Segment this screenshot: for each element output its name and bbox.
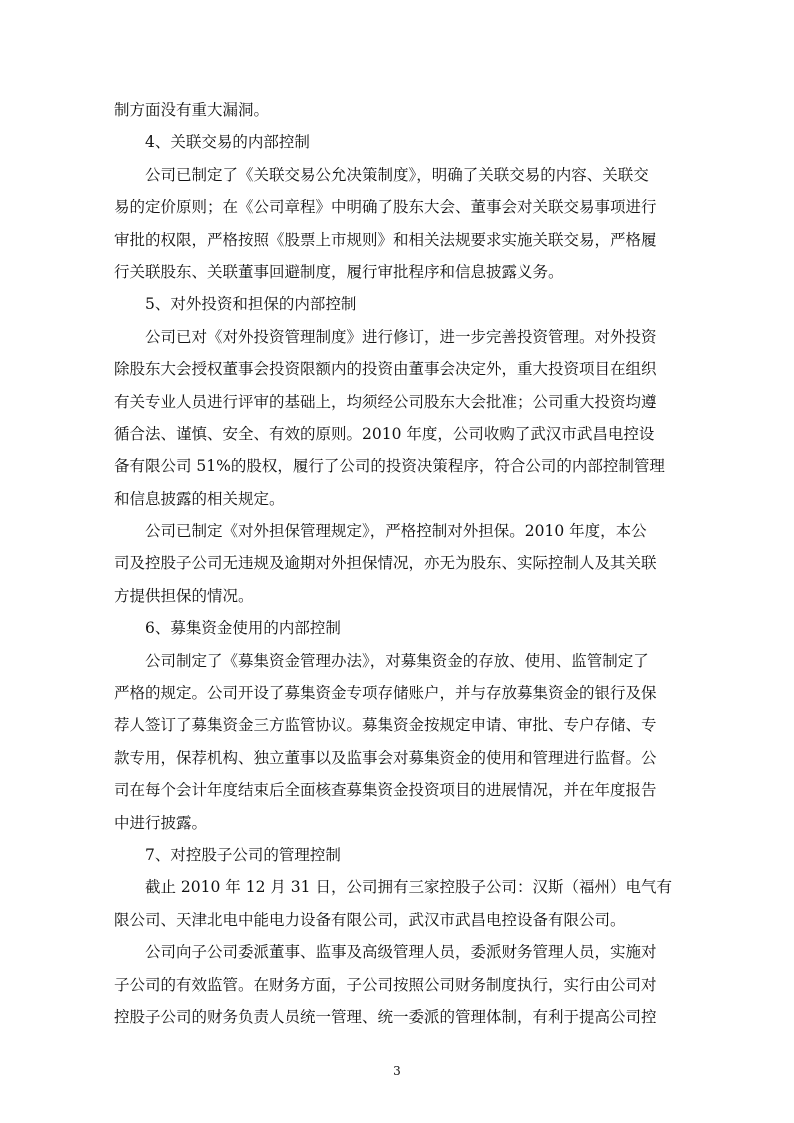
- text-line: 截止 2010 年 12 月 31 日，公司拥有三家控股子公司：汉斯（福州）电气有: [145, 878, 672, 897]
- text-line: 方提供担保的情况。: [114, 586, 254, 605]
- text-line: 循合法、谨慎、安全、有效的原则。2010 年度，公司收购了武汉市武昌电控设: [114, 424, 655, 443]
- text-line: 司在每个会计年度结束后全面核查募集资金投资项目的进展情况，并在年度报告: [114, 781, 657, 800]
- text-line: 荐人签订了募集资金三方监管协议。募集资金按规定申请、审批、专户存储、专: [114, 716, 657, 735]
- text-line: 限公司、天津北电中能电力设备有限公司，武汉市武昌电控设备有限公司。: [114, 910, 626, 929]
- section-heading: 5、对外投资和担保的内部控制: [145, 295, 357, 314]
- section-heading: 4、关联交易的内部控制: [145, 133, 310, 152]
- text-line: 司及控股子公司无违规及逾期对外担保情况，亦无为股东、实际控制人及其关联: [114, 554, 657, 573]
- text-line: 中进行披露。: [114, 813, 208, 832]
- text-line: 公司已制定了《关联交易公允决策制度》，明确了关联交易的内容、关联交: [145, 165, 649, 184]
- document-body: [114, 94, 678, 1033]
- section-heading: 7、对控股子公司的管理控制: [145, 845, 341, 864]
- text-line: 有关专业人员进行评审的基础上，均须经公司股东大会批准；公司重大投资均遵: [114, 392, 657, 411]
- section-heading: 6、募集资金使用的内部控制: [145, 619, 341, 638]
- text-line: 子公司的有效监管。在财务方面，子公司按照公司财务制度执行，实行由公司对: [114, 975, 657, 994]
- text-line: 控股子公司的财务负责人员统一管理、统一委派的管理体制，有利于提高公司控: [114, 1007, 657, 1026]
- text-line: 备有限公司 51%的股权，履行了公司的投资决策程序，符合公司的内部控制管理: [114, 457, 665, 476]
- text-line: 公司已对《对外投资管理制度》进行修订，进一步完善投资管理。对外投资: [145, 327, 657, 346]
- text-line: 审批的权限，严格按照《股票上市规则》和相关法规要求实施关联交易，严格履: [114, 230, 657, 249]
- text-line: 严格的规定。公司开设了募集资金专项存储账户，并与存放募集资金的银行及保: [114, 684, 657, 703]
- text-line: 制方面没有重大漏洞。: [114, 101, 270, 119]
- text-line: 公司向子公司委派董事、监事及高级管理人员，委派财务管理人员，实施对: [145, 943, 657, 962]
- text-line: 行关联股东、关联董事回避制度，履行审批程序和信息披露义务。: [114, 262, 564, 281]
- text-line: 公司已制定《对外担保管理规定》，严格控制对外担保。2010 年度，本公: [145, 522, 647, 541]
- text-line: 公司制定了《募集资金管理办法》，对募集资金的存放、使用、监管制定了: [145, 651, 649, 670]
- text-line: 款专用，保荐机构、独立董事以及监事会对募集资金的使用和管理进行监督。公: [114, 748, 657, 767]
- text-line: 和信息披露的相关规定。: [114, 489, 285, 508]
- page-number: 3: [393, 1064, 401, 1078]
- text-line: 除股东大会授权董事会投资限额内的投资由董事会决定外，重大投资项目在组织: [114, 360, 657, 379]
- text-line: 易的定价原则；在《公司章程》中明确了股东大会、董事会对关联交易事项进行: [114, 198, 657, 217]
